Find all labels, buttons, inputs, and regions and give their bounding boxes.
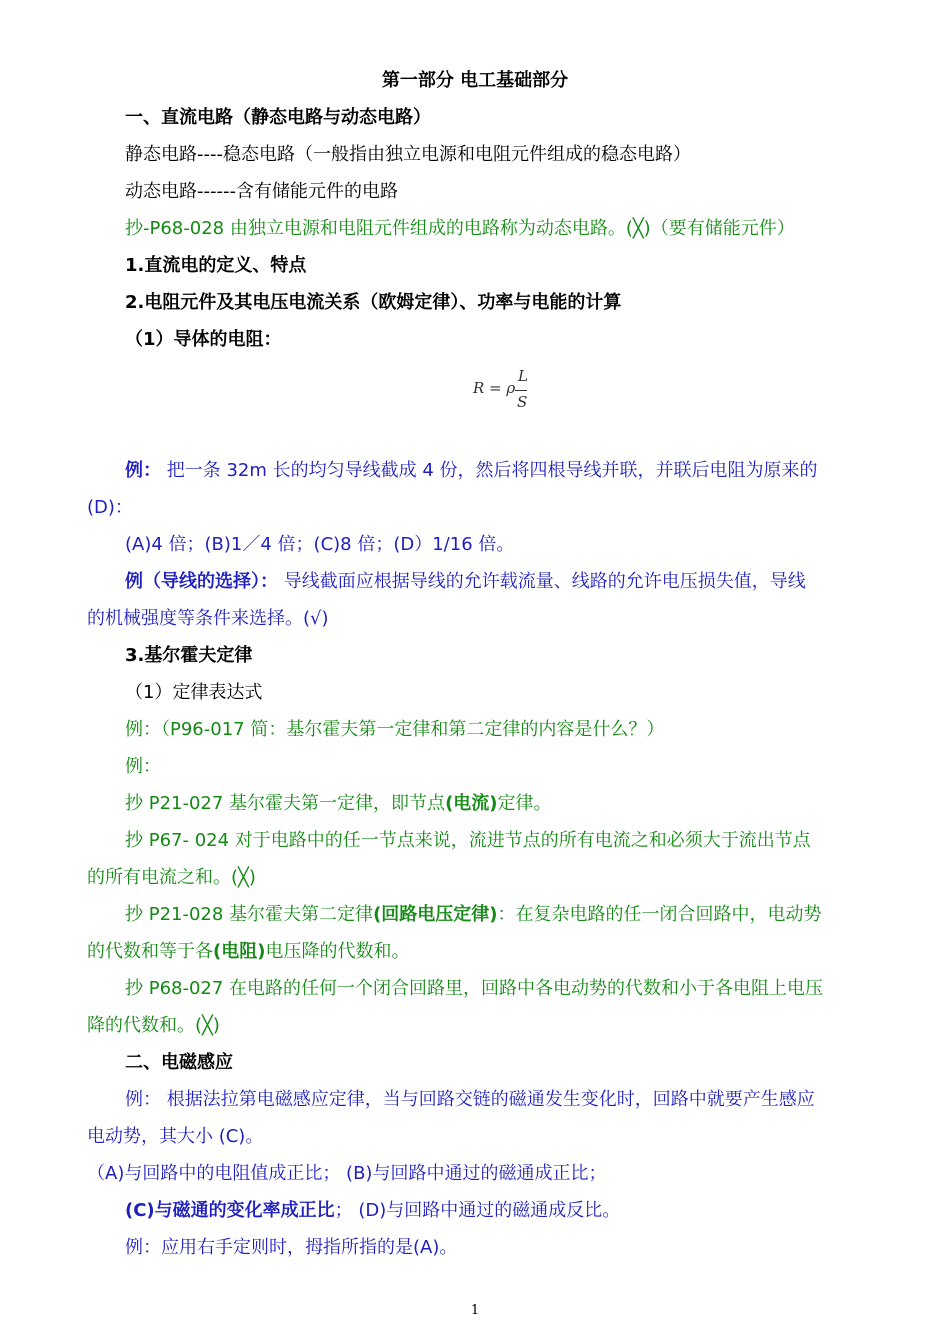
other-option: ； (D)与回路中通过的磁通成反比。 xyxy=(334,1200,621,1221)
question-text: 抄 P21-028 基尔霍夫第二定律 xyxy=(125,904,374,925)
example-faraday-options-1: （A)与回路中的电阻值成正比； (B)与回路中通过的磁通成正比； xyxy=(87,1163,607,1184)
question-p68-028: 抄-P68-028 由独立电源和电阻元件组成的电路称为动态电路。(╳)（要有储能元件） xyxy=(125,218,795,239)
example-wire-selection xyxy=(125,569,806,595)
example-faraday-cont: 电动势，其大小 (C)。 xyxy=(87,1126,264,1147)
dynamic-circuit-definition: 动态电路------含有储能元件的电路 xyxy=(125,181,398,202)
example-faraday: 例： 根据法拉第电磁感应定律，当与回路交链的磁通发生变化时，回路中就要产生感应 xyxy=(125,1089,815,1110)
subheading-kirchhoff: 3.基尔霍夫定律 xyxy=(125,645,253,666)
question-p68-027-cont: 降的代数和。(╳) xyxy=(87,1015,220,1036)
correct-option: (C)与磁通的变化率成正比 xyxy=(125,1200,335,1221)
question-p68-027: 抄 P68-027 在电路的任何一个闭合回路里，回路中各电动势的代数和小于各电阻上电压 xyxy=(125,978,824,999)
example-right-hand-rule: 例：应用右手定则时，拇指所指的是(A)。 xyxy=(125,1237,458,1258)
question-p21-027 xyxy=(125,791,552,817)
question-p21-028 xyxy=(125,902,822,928)
subheading-conductor-resistance: （1）导体的电阻： xyxy=(125,329,282,350)
formula-numerator: L xyxy=(518,367,528,385)
example-label-line: 例： xyxy=(125,756,161,777)
page-title: 第一部分 电工基础部分 xyxy=(381,70,569,91)
question-answer: (电阻) xyxy=(213,941,266,962)
page-number: 1 xyxy=(470,1303,480,1318)
static-circuit-definition: 静态电路----稳态电路（一般指由独立电源和电阻元件组成的稳态电路） xyxy=(125,144,691,165)
question-text: 抄 P21-027 基尔霍夫第一定律，即节点 xyxy=(125,793,446,814)
example-label: 例： xyxy=(125,460,161,481)
section-2-heading: 二、电磁感应 xyxy=(125,1052,233,1073)
resistance-formula xyxy=(470,366,540,416)
example-p96-017: 例：（P96-017 简：基尔霍夫第一定律和第二定律的内容是什么？） xyxy=(125,719,665,740)
fraction-bar xyxy=(515,390,527,391)
example-wire-cut-cont: (D)： xyxy=(87,497,133,518)
example-wire-selection-cont: 的机械强度等条件来选择。(√) xyxy=(87,608,329,629)
subheading-ohms-law: 2.电阻元件及其电压电流关系（欧姆定律）、功率与电能的计算 xyxy=(125,292,622,313)
question-text: 的代数和等于各 xyxy=(87,941,213,962)
question-p67-024: 抄 P67- 024 对于电路中的任一节点来说，流进节点的所有电流之和必须大于流出节点 xyxy=(125,830,811,851)
question-text-mid: ：在复杂电路的任一闭合回路中，电动势 xyxy=(497,904,822,925)
example-text: 把一条 32m 长的均匀导线截成 4 份，然后将四根导线并联，并联后电阻为原来的 xyxy=(161,460,818,481)
question-text-end: 电压降的代数和。 xyxy=(265,941,410,962)
subheading-dc-definition: 1.直流电的定义、特点 xyxy=(125,255,307,276)
question-answer: (电流) xyxy=(445,793,498,814)
example-faraday-options-2 xyxy=(125,1198,620,1224)
example-text: 导线截面应根据导线的允许载流量、线路的允许电压损失值，导线 xyxy=(278,571,806,592)
question-answer: (回路电压定律) xyxy=(373,904,498,925)
formula-denominator: S xyxy=(517,393,528,411)
question-p21-028-cont xyxy=(87,939,409,965)
question-text-end: 定律。 xyxy=(497,793,552,814)
example-wire-cut xyxy=(125,458,818,484)
example-label: 例（导线的选择）： xyxy=(125,571,278,592)
formula-lhs: R = ρ xyxy=(473,379,516,397)
example-wire-cut-options: (A)4 倍；(B)1／4 倍；(C)8 倍；(D）1/16 倍。 xyxy=(125,534,515,555)
section-1-heading: 一、直流电路（静态电路与动态电路） xyxy=(125,107,431,128)
question-p67-024-cont: 的所有电流之和。(╳) xyxy=(87,867,256,888)
subheading-law-expression: （1）定律表达式 xyxy=(125,682,263,703)
